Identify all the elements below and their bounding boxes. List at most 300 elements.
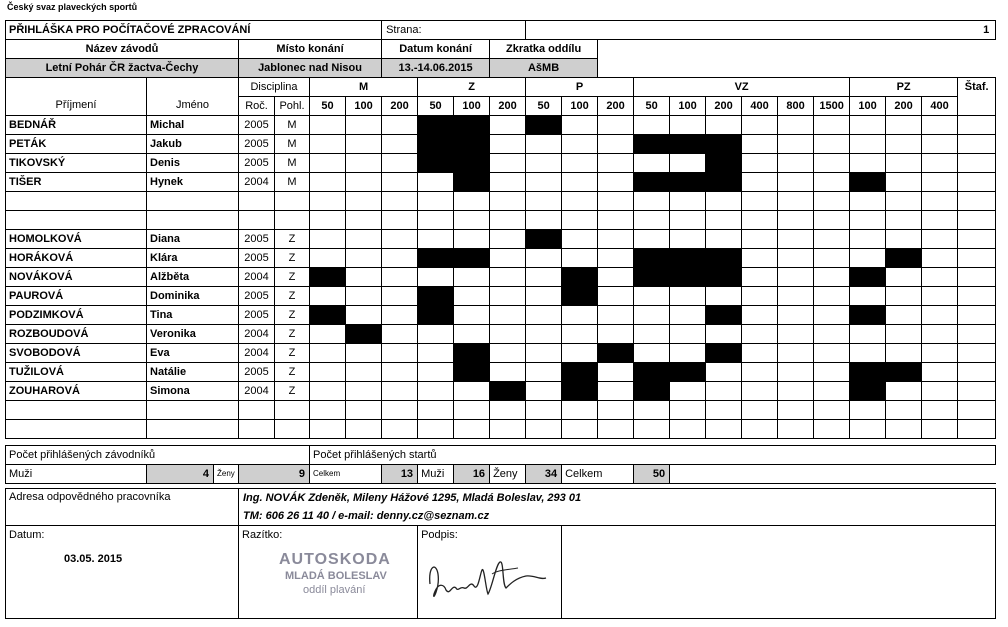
entry-cell [634, 325, 670, 344]
swimmer-sex [275, 211, 310, 230]
entry-mark [454, 363, 490, 382]
entry-mark [598, 344, 634, 363]
entry-cell [490, 211, 526, 230]
entry-cell [490, 363, 526, 382]
entry-cell [454, 211, 490, 230]
swimmer-firstname [147, 211, 239, 230]
dist-pz-400: 400 [922, 97, 958, 116]
entry-mark [706, 173, 742, 192]
entry-mark [670, 363, 706, 382]
entry-cell [346, 249, 382, 268]
entry-cell [670, 401, 706, 420]
entry-mark [850, 306, 886, 325]
entry-mark [310, 306, 346, 325]
entry-cell [922, 287, 958, 306]
swimmer-surname: HORÁKOVÁ [6, 249, 147, 268]
swimmer-sex: Z [275, 287, 310, 306]
discipline-p: P [526, 78, 634, 97]
entry-cell [562, 154, 598, 173]
swimmer-sex: Z [275, 344, 310, 363]
dist-p-100: 100 [562, 97, 598, 116]
entry-cell [742, 420, 778, 439]
entry-cell [346, 154, 382, 173]
entry-cell [922, 420, 958, 439]
entry-cell [922, 249, 958, 268]
entry-cell [454, 306, 490, 325]
entry-cell [634, 306, 670, 325]
entry-cell [598, 192, 634, 211]
entry-cell [778, 173, 814, 192]
swimmer-sex: M [275, 154, 310, 173]
swimmer-year: 2005 [239, 230, 275, 249]
entry-mark [454, 344, 490, 363]
entry-cell [742, 249, 778, 268]
entry-cell [886, 344, 922, 363]
entry-cell [742, 154, 778, 173]
entry-mark [706, 249, 742, 268]
entrants-men: 4 [147, 465, 213, 483]
entry-cell [526, 135, 562, 154]
stamp-label: Razítko: [242, 529, 283, 541]
swimmer-firstname: Jakub [147, 135, 239, 154]
relay-cell [958, 154, 996, 173]
entry-cell [562, 230, 598, 249]
swimmer-surname: TIŠER [6, 173, 147, 192]
entry-cell [382, 363, 418, 382]
entry-cell [346, 192, 382, 211]
entry-cell [382, 344, 418, 363]
entry-cell [598, 401, 634, 420]
entry-cell [850, 344, 886, 363]
entry-mark [850, 363, 886, 382]
entry-mark [454, 173, 490, 192]
entry-mark [634, 249, 670, 268]
discipline-vz: VZ [634, 78, 850, 97]
entry-cell [526, 192, 562, 211]
entrants-count-label: Počet přihlášených závodníků [6, 446, 310, 465]
entry-mark [670, 135, 706, 154]
entry-cell [382, 135, 418, 154]
entry-cell [850, 135, 886, 154]
entry-cell [490, 268, 526, 287]
entry-cell [490, 306, 526, 325]
entry-cell [490, 401, 526, 420]
entry-cell [922, 230, 958, 249]
entry-cell [526, 287, 562, 306]
entry-cell [310, 116, 346, 135]
entry-cell [382, 306, 418, 325]
entry-cell [670, 420, 706, 439]
swimmer-row [6, 268, 1001, 287]
sex-header: Pohl. [275, 97, 310, 116]
swimmer-year: 2004 [239, 344, 275, 363]
entry-cell [850, 249, 886, 268]
swimmer-firstname: Hynek [147, 173, 239, 192]
entry-cell [310, 382, 346, 401]
entry-cell [346, 287, 382, 306]
entry-cell [850, 401, 886, 420]
entry-mark [562, 382, 598, 401]
entry-cell [526, 154, 562, 173]
entry-cell [778, 344, 814, 363]
swimmer-surname [6, 211, 147, 230]
entry-cell [562, 306, 598, 325]
entry-cell [562, 401, 598, 420]
swimmer-surname: ROZBOUDOVÁ [6, 325, 147, 344]
entry-cell [706, 192, 742, 211]
entry-cell [346, 211, 382, 230]
date-value: 03.05. 2015 [64, 553, 123, 565]
event-date: 13.-14.06.2015 [382, 59, 490, 78]
entry-cell [742, 192, 778, 211]
date-label: Datum: [9, 529, 45, 541]
entry-cell [418, 344, 454, 363]
swimmer-year: 2005 [239, 306, 275, 325]
date-box [6, 526, 239, 619]
swimmer-year: 2005 [239, 363, 275, 382]
swimmer-sex: Z [275, 306, 310, 325]
entry-cell [670, 325, 706, 344]
entry-mark [562, 363, 598, 382]
dist-vz-50: 50 [634, 97, 670, 116]
page-number: 1 [526, 21, 996, 40]
entry-cell [670, 382, 706, 401]
entry-cell [634, 344, 670, 363]
entry-mark [850, 268, 886, 287]
starts-women: 34 [526, 465, 562, 484]
entry-cell [454, 192, 490, 211]
entry-mark [562, 268, 598, 287]
entry-cell [922, 154, 958, 173]
entrants-women: 9 [239, 465, 310, 484]
relay-cell [958, 116, 996, 135]
entry-cell [778, 287, 814, 306]
entry-cell [886, 211, 922, 230]
entry-mark [418, 287, 454, 306]
entry-cell [778, 116, 814, 135]
swimmer-surname: SVOBODOVÁ [6, 344, 147, 363]
entry-cell [562, 344, 598, 363]
entry-cell [454, 401, 490, 420]
swimmer-sex: Z [275, 249, 310, 268]
swimmer-firstname [147, 401, 239, 420]
entry-cell [562, 325, 598, 344]
entry-cell [382, 382, 418, 401]
entry-cell [670, 116, 706, 135]
entry-mark [634, 173, 670, 192]
entry-cell [598, 135, 634, 154]
entry-mark [562, 287, 598, 306]
entry-cell [562, 135, 598, 154]
entry-mark [454, 154, 490, 173]
swimmer-year: 2004 [239, 325, 275, 344]
entry-mark [634, 382, 670, 401]
entry-cell [814, 135, 850, 154]
entry-cell [418, 211, 454, 230]
entry-cell [418, 230, 454, 249]
dist-z-200: 200 [490, 97, 526, 116]
entry-cell [382, 116, 418, 135]
entry-mark [670, 249, 706, 268]
entrants-total-label: Celkem [313, 469, 341, 478]
firstname-header: Jméno [147, 97, 239, 116]
entry-cell [922, 192, 958, 211]
entry-cell [742, 344, 778, 363]
entry-cell [382, 211, 418, 230]
swimmer-sex: Z [275, 230, 310, 249]
entry-cell [598, 325, 634, 344]
entry-cell [634, 230, 670, 249]
entry-cell [778, 192, 814, 211]
event-date-label: Datum konání [382, 40, 490, 59]
entry-cell [562, 192, 598, 211]
entry-mark [490, 382, 526, 401]
entry-cell [490, 344, 526, 363]
entry-cell [922, 382, 958, 401]
entry-cell [850, 192, 886, 211]
swimmer-sex: M [275, 116, 310, 135]
entry-cell [778, 401, 814, 420]
swimmer-firstname [147, 192, 239, 211]
entry-cell [454, 382, 490, 401]
entry-cell [382, 154, 418, 173]
entry-cell [886, 230, 922, 249]
entry-cell [382, 420, 418, 439]
event-name: Letní Pohár ČR žactva-Čechy [6, 59, 239, 78]
entry-cell [346, 135, 382, 154]
entry-cell [922, 135, 958, 154]
entry-cell [814, 154, 850, 173]
swimmer-row [6, 382, 1001, 401]
contact-address: Ing. NOVÁK Zdeněk, Mileny Hážové 1295, Mladá Boleslav, 293 01 [239, 489, 996, 508]
entry-cell [706, 325, 742, 344]
entry-cell [814, 268, 850, 287]
swimmer-year [239, 211, 275, 230]
entry-cell [742, 306, 778, 325]
entry-cell [310, 173, 346, 192]
relay-cell [958, 230, 996, 249]
entry-cell [526, 249, 562, 268]
entry-cell [346, 173, 382, 192]
entry-cell [814, 116, 850, 135]
dist-vz-1500: 1500 [814, 97, 850, 116]
entry-cell [814, 173, 850, 192]
entry-mark [346, 325, 382, 344]
entry-cell [526, 173, 562, 192]
entry-cell [886, 268, 922, 287]
swimmer-firstname: Diana [147, 230, 239, 249]
entry-cell [526, 363, 562, 382]
entry-mark [670, 173, 706, 192]
swimmer-surname: PAUROVÁ [6, 287, 147, 306]
entry-cell [706, 230, 742, 249]
entry-mark [886, 363, 922, 382]
entry-cell [778, 211, 814, 230]
entry-cell [454, 268, 490, 287]
entry-cell [418, 192, 454, 211]
entry-cell [850, 287, 886, 306]
entry-cell [346, 401, 382, 420]
relay-cell [958, 249, 996, 268]
relay-cell [958, 211, 996, 230]
entry-cell [742, 401, 778, 420]
swimmer-firstname [147, 420, 239, 439]
entry-cell [418, 401, 454, 420]
entry-cell [310, 401, 346, 420]
swimmer-year [239, 192, 275, 211]
entry-cell [706, 287, 742, 306]
swimmer-firstname: Eva [147, 344, 239, 363]
dist-p-50: 50 [526, 97, 562, 116]
swimmer-surname: TIKOVSKÝ [6, 154, 147, 173]
entry-cell [490, 230, 526, 249]
entry-mark [706, 268, 742, 287]
entry-cell [778, 325, 814, 344]
swimmer-firstname: Simona [147, 382, 239, 401]
entry-cell [490, 325, 526, 344]
entry-cell [346, 420, 382, 439]
entry-cell [886, 306, 922, 325]
organization-name: Český svaz plaveckých sportů [7, 2, 138, 12]
entry-cell [310, 344, 346, 363]
swimmer-firstname: Michal [147, 116, 239, 135]
swimmer-row [6, 154, 1001, 173]
swimmer-row [6, 344, 1001, 363]
entry-mark [706, 154, 742, 173]
entrants-women-label: Ženy [213, 465, 238, 483]
entry-mark [418, 116, 454, 135]
entry-mark [670, 268, 706, 287]
entry-cell [418, 363, 454, 382]
entry-cell [526, 420, 562, 439]
entry-cell [814, 420, 850, 439]
entry-mark [526, 116, 562, 135]
entry-cell [814, 363, 850, 382]
entry-cell [526, 401, 562, 420]
dist-m-200: 200 [382, 97, 418, 116]
entry-cell [670, 192, 706, 211]
entry-cell [382, 230, 418, 249]
entry-cell [814, 287, 850, 306]
event-place: Jablonec nad Nisou [239, 59, 382, 78]
entry-cell [526, 211, 562, 230]
swimmer-year: 2005 [239, 154, 275, 173]
entry-cell [706, 116, 742, 135]
discipline-m: M [310, 78, 418, 97]
entry-cell [922, 116, 958, 135]
entry-cell [310, 192, 346, 211]
entry-cell [454, 325, 490, 344]
entry-cell [850, 420, 886, 439]
entry-cell [454, 287, 490, 306]
entry-cell [382, 401, 418, 420]
swimmer-firstname: Natálie [147, 363, 239, 382]
swimmer-surname: ZOUHAROVÁ [6, 382, 147, 401]
entry-cell [634, 211, 670, 230]
swimmer-firstname: Denis [147, 154, 239, 173]
entry-mark [634, 268, 670, 287]
swimmer-year: 2004 [239, 268, 275, 287]
entry-cell [382, 249, 418, 268]
entry-cell [886, 135, 922, 154]
year-header: Roč. [239, 97, 275, 116]
entry-cell [706, 363, 742, 382]
relay-cell [958, 344, 996, 363]
entry-cell [382, 325, 418, 344]
entry-cell [346, 268, 382, 287]
entry-cell [742, 287, 778, 306]
entry-cell [310, 211, 346, 230]
entry-cell [526, 325, 562, 344]
entry-cell [706, 401, 742, 420]
entry-cell [634, 154, 670, 173]
swimmer-year: 2004 [239, 173, 275, 192]
entry-cell [886, 173, 922, 192]
entry-cell [418, 382, 454, 401]
entry-cell [922, 173, 958, 192]
swimmer-sex: Z [275, 363, 310, 382]
swimmer-firstname: Alžběta [147, 268, 239, 287]
entry-cell [742, 363, 778, 382]
entry-cell [598, 230, 634, 249]
dist-m-100: 100 [346, 97, 382, 116]
stamp-line-1: AUTOSKODA [279, 551, 391, 568]
entry-cell [562, 420, 598, 439]
swimmer-sex: Z [275, 268, 310, 287]
swimmer-row [6, 135, 1001, 154]
signature-image [422, 544, 552, 614]
entry-cell [562, 211, 598, 230]
entry-cell [598, 363, 634, 382]
entry-cell [634, 420, 670, 439]
entry-mark [310, 268, 346, 287]
swimmer-sex: M [275, 135, 310, 154]
entry-cell [598, 249, 634, 268]
entry-mark [706, 135, 742, 154]
swimmer-surname: HOMOLKOVÁ [6, 230, 147, 249]
swimmer-row [6, 249, 1001, 268]
entry-cell [742, 382, 778, 401]
entry-cell [922, 306, 958, 325]
starts-women-label: Ženy [490, 465, 526, 484]
entry-cell [814, 401, 850, 420]
swimmer-row [6, 287, 1001, 306]
entry-mark [418, 135, 454, 154]
dist-z-50: 50 [418, 97, 454, 116]
entry-cell [814, 325, 850, 344]
relay-label: Štaf. [958, 78, 996, 97]
entry-mark [850, 382, 886, 401]
entry-cell [670, 344, 706, 363]
starts-men-label: Muži [418, 465, 454, 484]
swimmer-row [6, 230, 1001, 249]
swimmer-surname: BEDNÁŘ [6, 116, 147, 135]
entry-cell [310, 154, 346, 173]
relay-cell [958, 173, 996, 192]
entry-cell [310, 249, 346, 268]
relay-cell [958, 420, 996, 439]
entry-cell [814, 382, 850, 401]
entry-cell [598, 116, 634, 135]
swimmer-firstname: Veronika [147, 325, 239, 344]
swimmer-firstname: Tina [147, 306, 239, 325]
entry-cell [850, 211, 886, 230]
dist-m-50: 50 [310, 97, 346, 116]
entry-cell [598, 287, 634, 306]
entry-mark [418, 306, 454, 325]
relay-cell [958, 382, 996, 401]
entry-cell [742, 135, 778, 154]
